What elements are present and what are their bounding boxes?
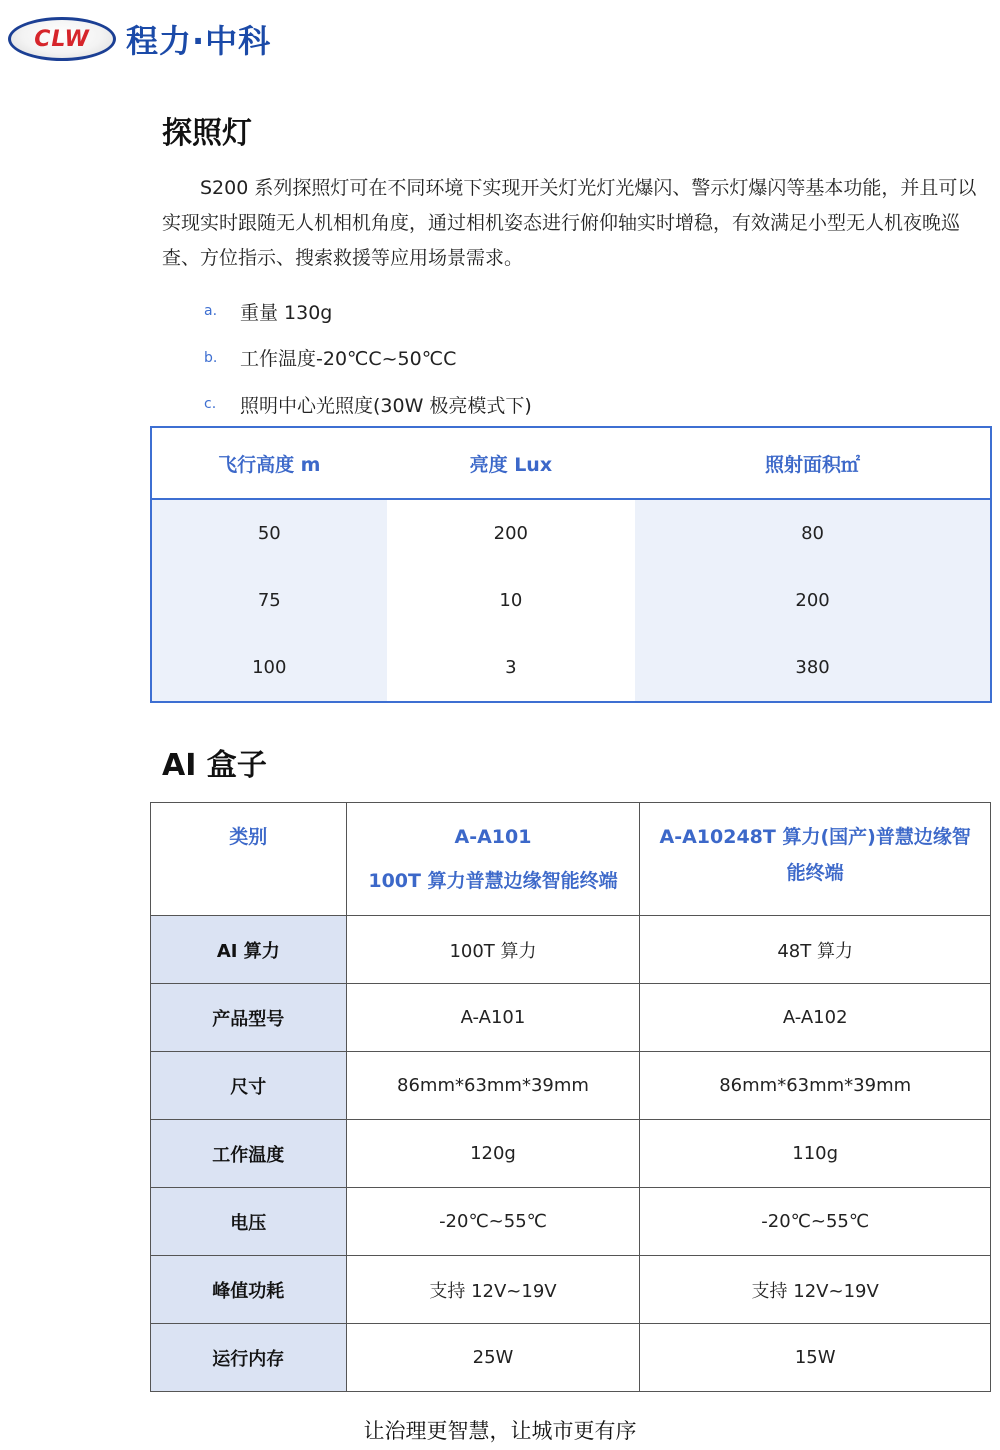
table-header-row <box>151 803 991 916</box>
company-logo <box>8 16 271 62</box>
table-cell: 支持 12V~19V <box>640 1256 991 1324</box>
list-item <box>204 288 532 335</box>
list-marker: b. <box>204 349 218 366</box>
table-cell: A-A102 <box>640 984 991 1052</box>
table-row <box>151 916 991 984</box>
table-cell: 380 <box>635 634 991 702</box>
list-item <box>204 335 532 382</box>
table-cell: 10 <box>499 590 523 611</box>
list-text: 重量 130g <box>240 301 333 324</box>
row-label: 尺寸 <box>151 1052 347 1120</box>
table-cell: 110g <box>640 1120 991 1188</box>
logo-text: 程力·中科 <box>126 22 272 60</box>
list-marker: a. <box>204 303 218 320</box>
table-cell: 200 <box>493 523 529 544</box>
table-cell: 200 <box>635 567 991 634</box>
list-marker: c. <box>204 396 217 413</box>
table-cell: 48T 算力 <box>640 916 991 984</box>
table-row <box>151 567 991 634</box>
table-cell: 15W <box>640 1324 991 1392</box>
table-cell: 120g <box>346 1120 640 1188</box>
logo-mark-text: CLW <box>34 26 90 52</box>
table-cell: 支持 12V~19V <box>346 1256 640 1324</box>
header-model-a101 <box>346 803 640 916</box>
list-item <box>204 381 532 428</box>
row-label: 峰值功耗 <box>151 1256 347 1324</box>
table-cell: 50 <box>151 499 387 567</box>
row-label: 产品型号 <box>151 984 347 1052</box>
section-title-ai-box: AI 盒子 <box>162 748 267 783</box>
list-text: 照明中心光照度(30W 极亮模式下) <box>240 394 532 417</box>
row-label: AI 算力 <box>151 916 347 984</box>
table-row <box>151 1324 991 1392</box>
table-cell: 86mm*63mm*39mm <box>640 1052 991 1120</box>
table-header-row <box>151 427 991 499</box>
header-model-a101-line2: 100T 算力普慧边缘智能终端 <box>368 870 618 892</box>
header-model-a101-line1: A-A101 <box>454 826 532 848</box>
table-cell: 80 <box>635 499 991 567</box>
table-cell: 3 <box>505 657 517 678</box>
row-label: 电压 <box>151 1188 347 1256</box>
table-row <box>151 1188 991 1256</box>
row-label: 工作温度 <box>151 1120 347 1188</box>
table-cell: 25W <box>346 1324 640 1392</box>
searchlight-description <box>162 171 992 276</box>
table-cell: 75 <box>151 567 387 634</box>
table-cell: -20℃~55℃ <box>640 1188 991 1256</box>
ai-box-spec-table <box>150 802 991 1392</box>
table-row <box>151 634 991 702</box>
header-category: 类别 <box>151 803 347 916</box>
illuminance-table <box>150 426 992 703</box>
table-cell: 100 <box>151 634 387 702</box>
table-row <box>151 1052 991 1120</box>
header-area: 照射面积㎡ <box>635 427 991 499</box>
row-label: 运行内存 <box>151 1324 347 1392</box>
footer-slogan: 让治理更智慧，让城市更有序 <box>363 1419 637 1443</box>
table-cell: 100T 算力 <box>346 916 640 984</box>
section-title-searchlight: 探照灯 <box>162 116 252 151</box>
table-row <box>151 984 991 1052</box>
logo-mark <box>8 17 116 61</box>
header-altitude: 飞行高度 m <box>151 427 387 499</box>
header-brightness: 亮度 Lux <box>387 427 636 499</box>
description-text: S200 系列探照灯可在不同环境下实现开关灯光灯光爆闪、警示灯爆闪等基本功能，并且可以实现实时跟随无人机相机角度，通过相机姿态进行俯仰轴实时增稳，有效满足小型无人机夜晚巡查、方位指示、搜索救援等应用场景需求。 <box>162 177 977 269</box>
table-cell: A-A101 <box>346 984 640 1052</box>
table-row <box>151 499 991 567</box>
table-cell: 86mm*63mm*39mm <box>346 1052 640 1120</box>
list-text: 工作温度-20℃C~50℃C <box>240 348 457 371</box>
spec-list <box>204 288 532 428</box>
table-cell: -20℃~55℃ <box>346 1188 640 1256</box>
header-model-a10248t: A-A10248T 算力(国产)普慧边缘智能终端 <box>640 803 991 916</box>
table-row <box>151 1256 991 1324</box>
table-row <box>151 1120 991 1188</box>
